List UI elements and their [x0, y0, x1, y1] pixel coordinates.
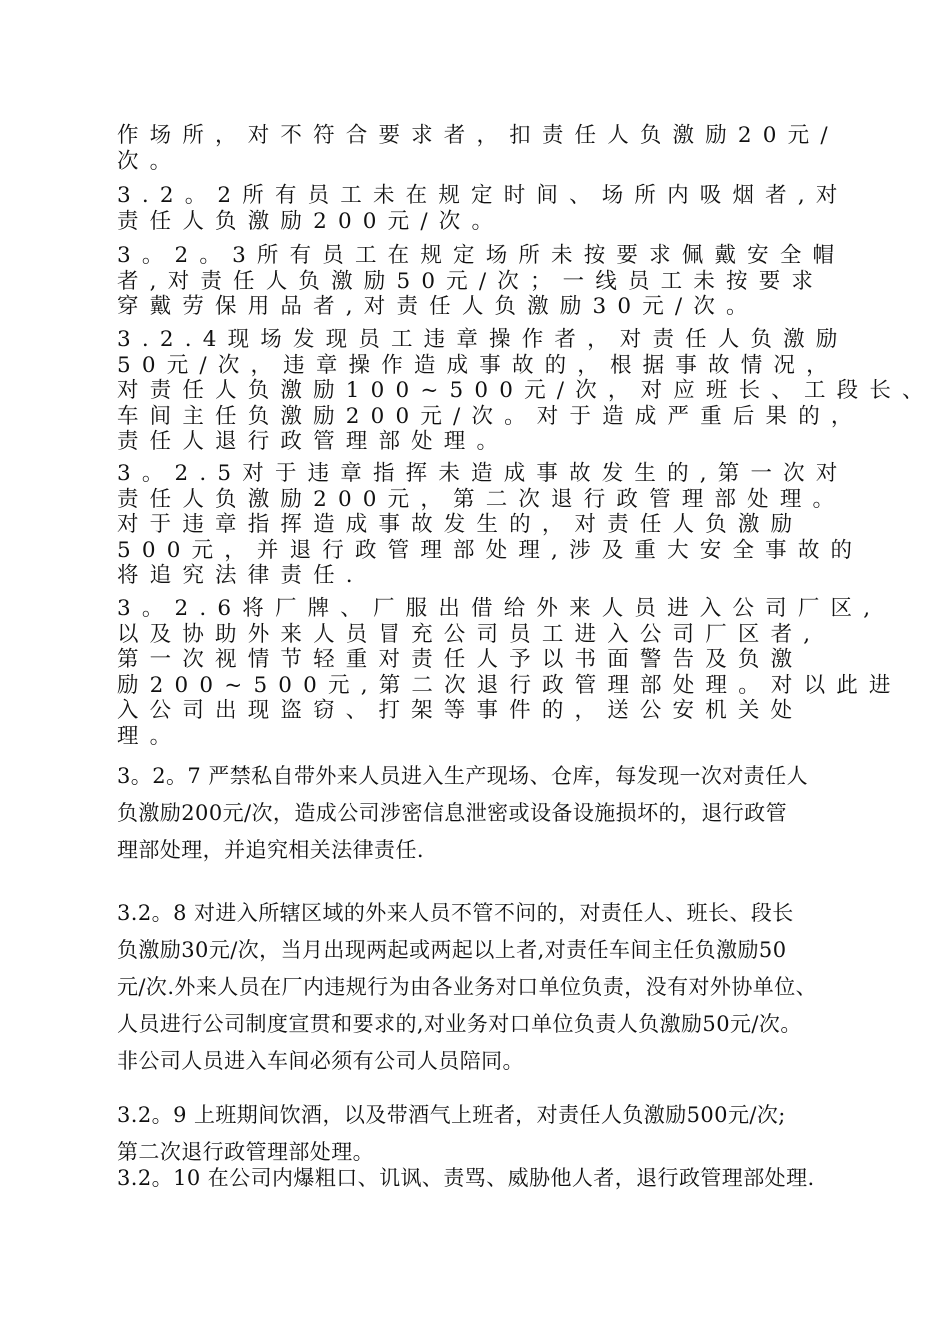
text-line: 50元/次，违章操作造成事故的，根据事故情况，: [117, 352, 839, 378]
paragraph-3-2-7: [117, 758, 847, 869]
text-line: 理部处理，并追究相关法律责任.: [117, 838, 424, 862]
text-line: 3.2。10 在公司内爆粗口、讥讽、责骂、威胁他人者，退行政管理部处理.: [117, 1166, 815, 1190]
text-line: 第一次视情节轻重对责任人予以书面警告及负激: [117, 647, 804, 672]
text-line: 作场所，对不符合要求者，扣责任人负激励20元/: [117, 123, 839, 148]
text-line: 第二次退行政管理部处理。: [117, 1140, 375, 1164]
text-line: 3.2。9 上班期间饮酒，以及带酒气上班者，对责任人负激励500元/次;: [117, 1103, 786, 1127]
text-line: 元/次.外来人员在厂内违规行为由各业务对口单位负责，没有对外协单位、: [117, 975, 818, 999]
paragraph-3-2-8: [117, 895, 847, 1080]
paragraph-work-site: [117, 123, 847, 174]
text-line: 对责任人负激励100~500元/次，对应班长、工段长、: [117, 378, 935, 403]
text-line: 次。: [117, 148, 183, 174]
text-line: 3。2.6将厂牌、厂服出借给外来人员进入公司厂区,: [117, 596, 882, 621]
text-line: 500元，并退行政管理部处理,涉及重大安全事故的: [117, 537, 864, 563]
paragraph-3-2-5: [117, 461, 864, 589]
text-line: 责任人退行政管理部处理。: [117, 429, 510, 454]
paragraph-3-2-10: [117, 1160, 847, 1197]
text-line: 责任人负激励200元/次。: [117, 208, 505, 234]
paragraph-3-2-4: [117, 327, 935, 455]
text-line: 将追究法律责任.: [117, 563, 364, 588]
paragraph-3-2-2: [117, 183, 847, 234]
paragraph-3-2-3: [117, 243, 847, 320]
text-line: 入公司出现盗窃、打架等事件的，送公安机关处: [117, 698, 804, 723]
text-line: 者,对责任人负激励50元/次；一线员工未按要求: [117, 268, 825, 294]
text-line: 人员进行公司制度宣贯和要求的,对业务对口单位负责人负激励50元/次。: [117, 1012, 802, 1036]
text-line: 3.2。2所有员工未在规定时间、场所内吸烟者,对: [117, 183, 849, 208]
text-line: 3。2.5对于违章指挥未造成事故发生的,第一次对: [117, 461, 849, 486]
text-line: 3。2。7 严禁私自带外来人员进入生产现场、仓库，每发现一次对责任人: [117, 764, 809, 788]
text-line: 责任人负激励200元，第二次退行政管理部处理。: [117, 486, 846, 512]
text-line: 负激励200元/次，造成公司涉密信息泄密或设备设施损坏的，退行政管: [117, 801, 788, 825]
text-line: 3.2.4现场发现员工违章操作者，对责任人负激励: [117, 327, 849, 352]
text-line: 负激励30元/次，当月出现两起或两起以上者,对责任车间主任负激励50: [117, 938, 787, 962]
text-line: 3。2。3所有员工在规定场所未按要求佩戴安全帽: [117, 243, 846, 268]
text-line: 非公司人员进入车间必须有公司人员陪同。: [117, 1049, 524, 1073]
text-line: 穿戴劳保用品者,对责任人负激励30元/次。: [117, 294, 759, 319]
text-line: 对于违章指挥造成事故发生的，对责任人负激励: [117, 512, 804, 537]
text-line: 理。: [117, 723, 183, 749]
text-line: 以及协助外来人员冒充公司员工进入公司厂区者,: [117, 621, 822, 647]
text-line: 励200~500元,第二次退行政管理部处理。对以此进: [117, 672, 902, 698]
paragraph-3-2-6: [117, 596, 902, 749]
text-line: 车间主任负激励200元/次。对于造成严重后果的，: [117, 403, 864, 429]
text-line: 3.2。8 对进入所辖区域的外来人员不管不问的，对责任人、班长、段长: [117, 901, 794, 925]
